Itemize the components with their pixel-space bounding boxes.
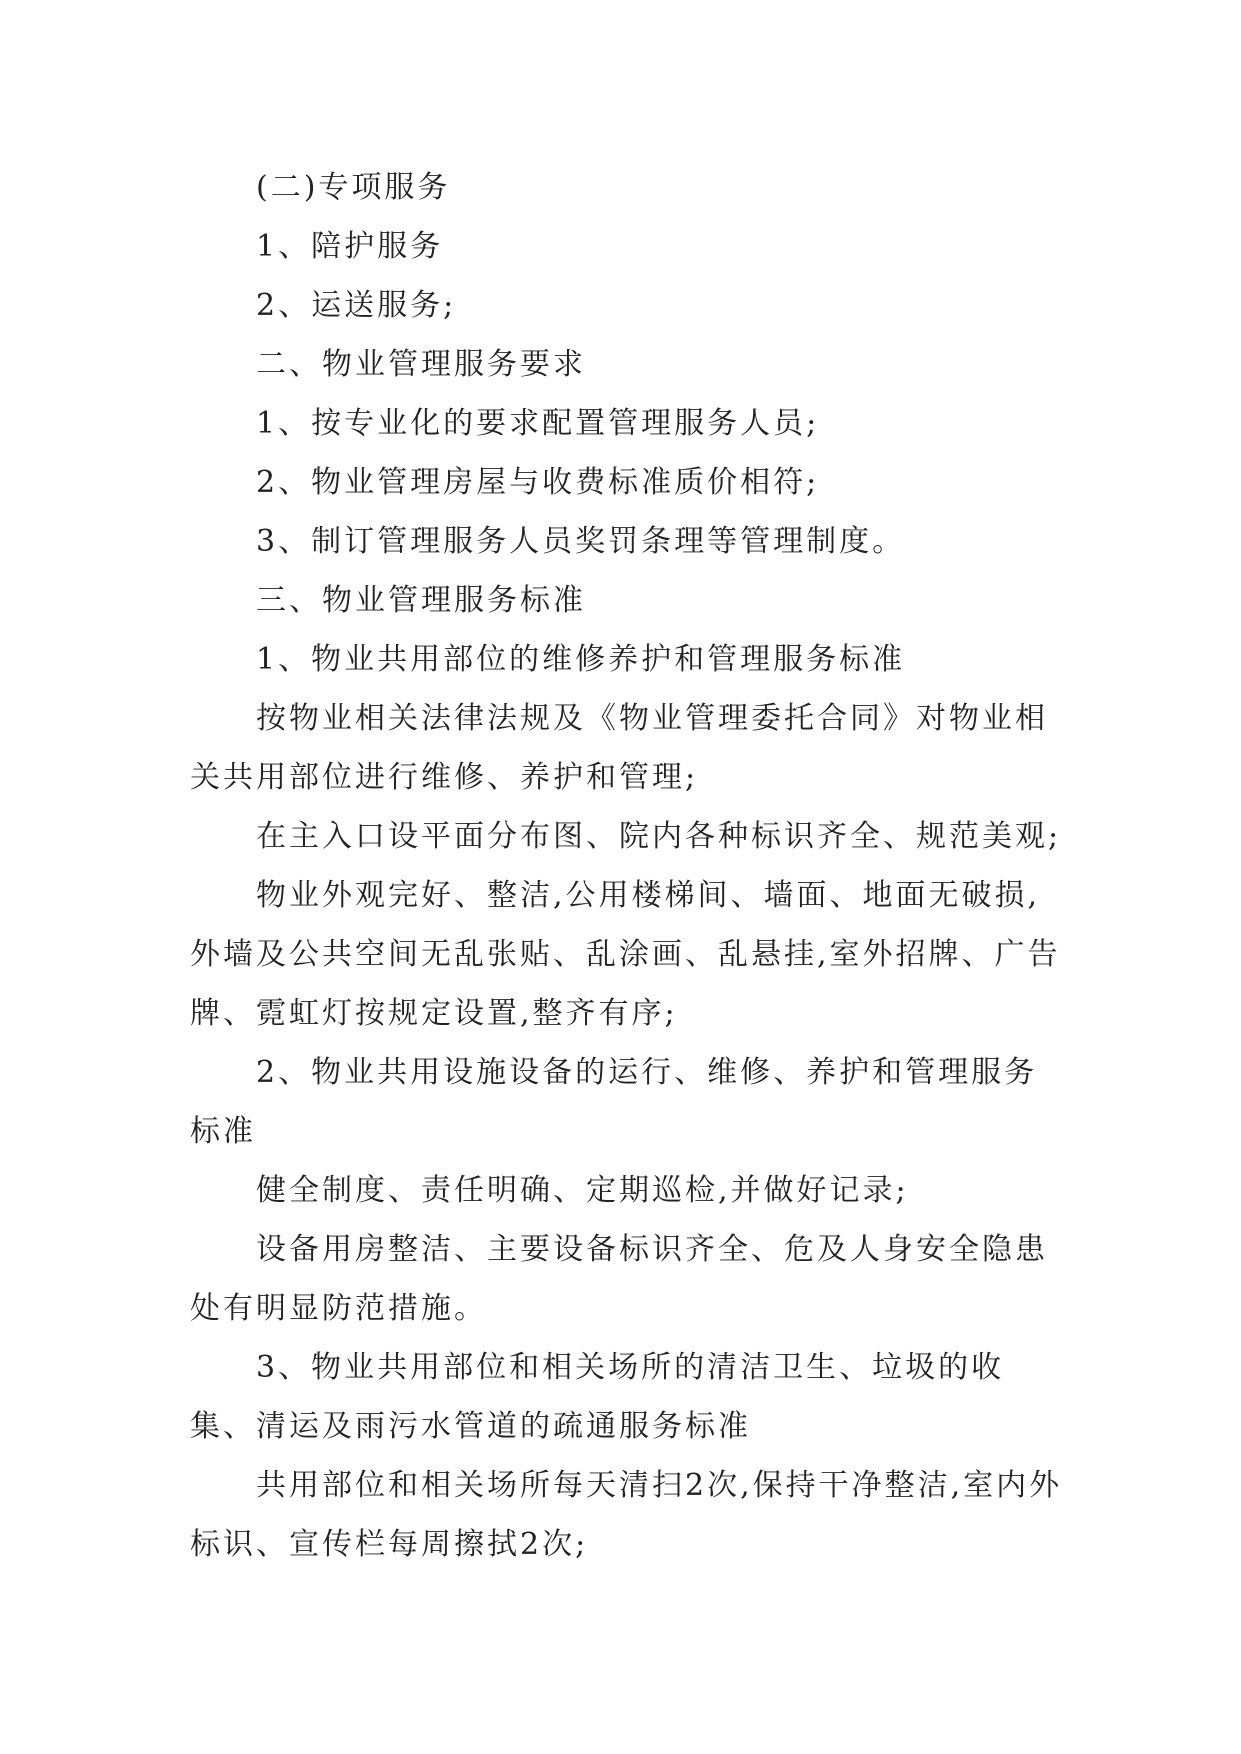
list-item: 1、按专业化的要求配置管理服务人员;	[256, 406, 820, 441]
subsection-heading: 1、物业共用部位的维修养护和管理服务标准	[256, 642, 906, 677]
list-item: 2、物业管理房屋与收费标准质价相符;	[256, 465, 820, 500]
section-heading-special-services: (二)专项服务	[256, 170, 451, 205]
body-paragraph: 设备用房整洁、主要设备标识齐全、危及人身安全隐患处有明显防范措施。	[190, 1232, 1048, 1326]
section-heading-standards: 三、物业管理服务标准	[256, 583, 586, 618]
section-heading-requirements: 二、物业管理服务要求	[256, 347, 586, 382]
list-item: 2、运送服务;	[256, 288, 457, 323]
subsection-heading: 2、物业共用设施设备的运行、维修、养护和管理服务标准	[190, 1055, 1038, 1149]
document-body	[190, 158, 1070, 1574]
body-paragraph: 物业外观完好、整洁,公用楼梯间、墙面、地面无破损,外墙及公共空间无乱张贴、乱涂画、乱悬挂,室外招牌、广告牌、霓虹灯按规定设置,整齐有序;	[190, 878, 1061, 1031]
body-paragraph: 共用部位和相关场所每天清扫2次,保持干净整洁,室内外标识、宣传栏每周擦拭2次;	[190, 1468, 1063, 1562]
body-paragraph: 按物业相关法律法规及《物业管理委托合同》对物业相关共用部位进行维修、养护和管理;	[190, 701, 1048, 795]
body-paragraph: 健全制度、责任明确、定期巡检,并做好记录;	[256, 1173, 909, 1208]
subsection-heading: 3、物业共用部位和相关场所的清洁卫生、垃圾的收集、清运及雨污水管道的疏通服务标准	[190, 1350, 1005, 1444]
list-item: 3、制订管理服务人员奖罚条理等管理制度。	[256, 524, 906, 559]
body-paragraph: 在主入口设平面分布图、院内各种标识齐全、规范美观;	[256, 819, 1062, 854]
list-item: 1、陪护服务	[256, 229, 444, 264]
